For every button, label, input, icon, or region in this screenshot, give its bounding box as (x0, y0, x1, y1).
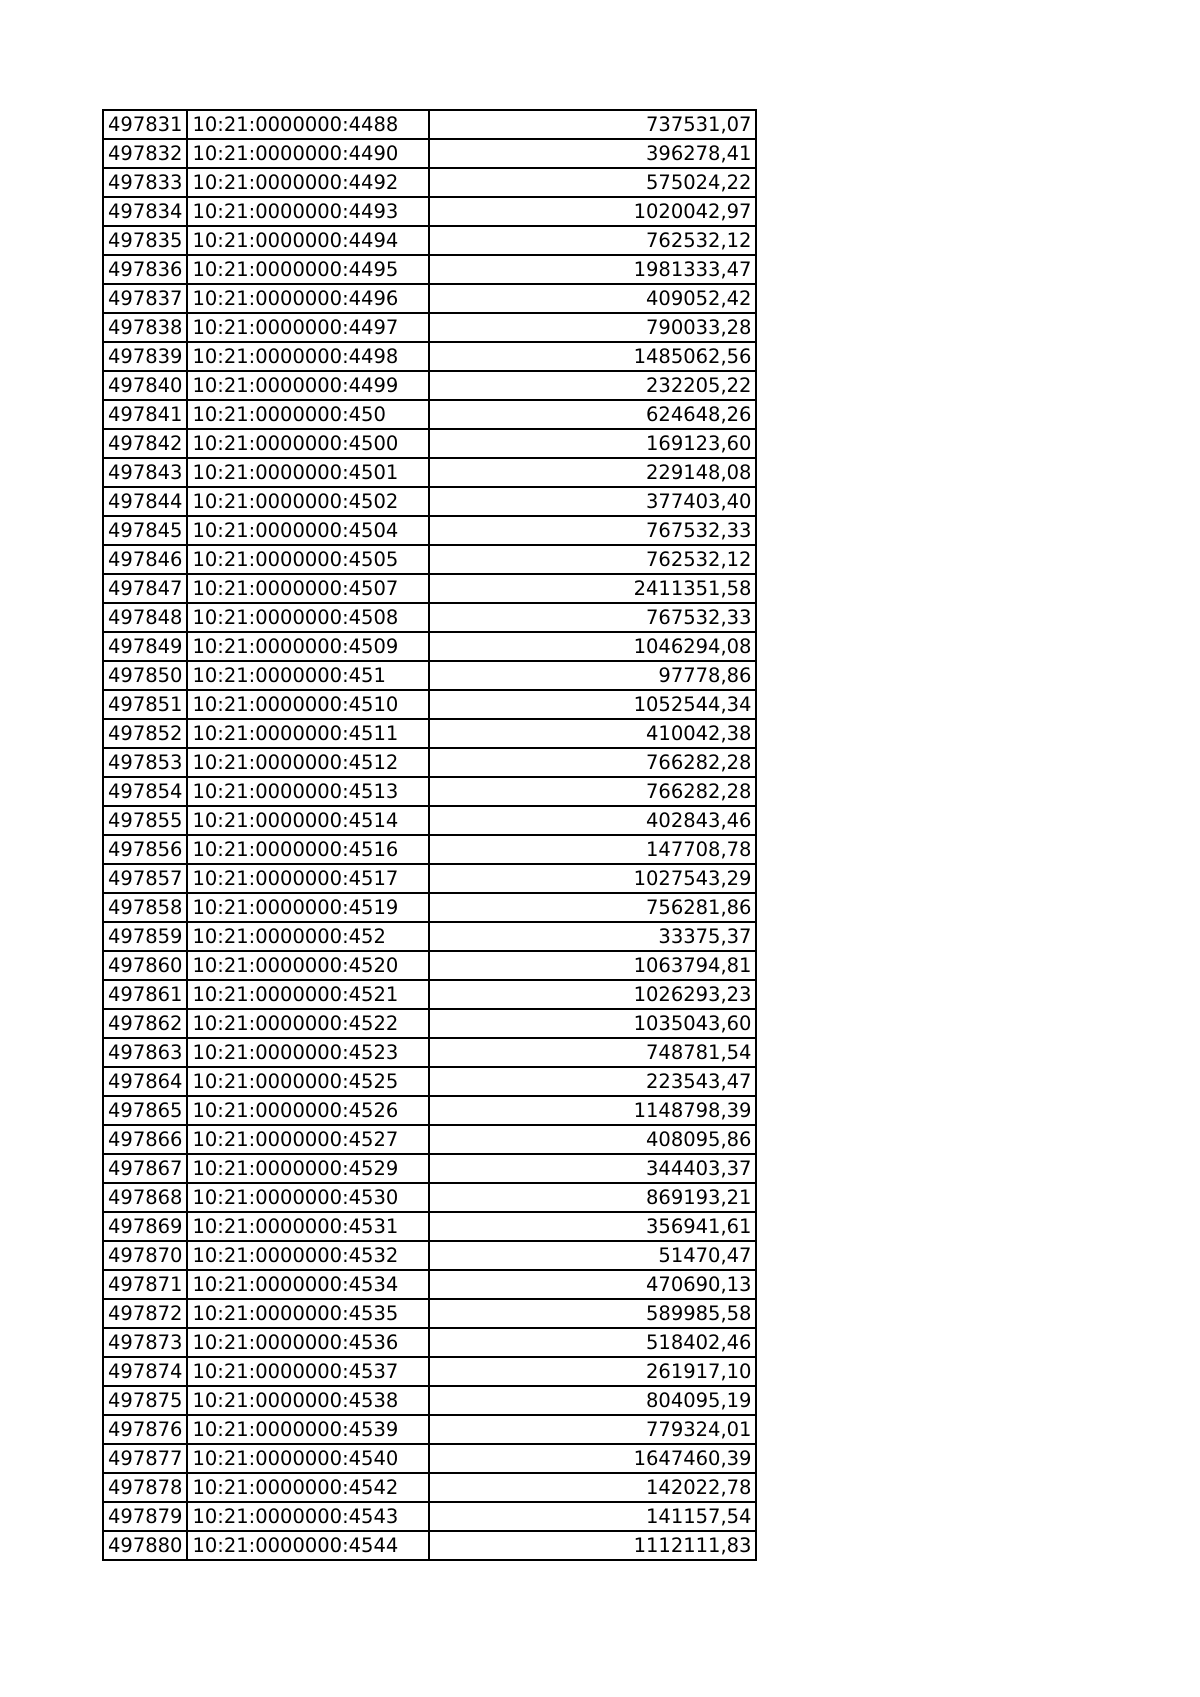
cadastral-number-cell: 10:21:0000000:4535 (187, 1299, 429, 1328)
table-row (103, 313, 756, 342)
row-id-cell: 497860 (103, 951, 187, 980)
row-id-cell: 497862 (103, 1009, 187, 1038)
table-row (103, 545, 756, 574)
cadastral-number-cell: 10:21:0000000:4507 (187, 574, 429, 603)
cadastral-number-cell: 10:21:0000000:4523 (187, 1038, 429, 1067)
value-cell: 779324,01 (429, 1415, 756, 1444)
row-id-cell: 497835 (103, 226, 187, 255)
cadastral-number-cell: 10:21:0000000:4537 (187, 1357, 429, 1386)
row-id-cell: 497840 (103, 371, 187, 400)
value-cell: 1026293,23 (429, 980, 756, 1009)
row-id-cell: 497848 (103, 603, 187, 632)
value-cell: 1981333,47 (429, 255, 756, 284)
data-table (102, 109, 757, 1561)
row-id-cell: 497837 (103, 284, 187, 313)
row-id-cell: 497865 (103, 1096, 187, 1125)
value-cell: 575024,22 (429, 168, 756, 197)
table-body (103, 110, 756, 1560)
table-row (103, 458, 756, 487)
table-row (103, 197, 756, 226)
row-id-cell: 497857 (103, 864, 187, 893)
table-row (103, 1270, 756, 1299)
row-id-cell: 497856 (103, 835, 187, 864)
table-row (103, 632, 756, 661)
value-cell: 229148,08 (429, 458, 756, 487)
cadastral-number-cell: 10:21:0000000:4495 (187, 255, 429, 284)
cadastral-number-cell: 10:21:0000000:4498 (187, 342, 429, 371)
value-cell: 356941,61 (429, 1212, 756, 1241)
row-id-cell: 497847 (103, 574, 187, 603)
value-cell: 1647460,39 (429, 1444, 756, 1473)
table-row (103, 603, 756, 632)
table-row (103, 980, 756, 1009)
row-id-cell: 497873 (103, 1328, 187, 1357)
table-row (103, 922, 756, 951)
table-row (103, 226, 756, 255)
table-row (103, 1328, 756, 1357)
cadastral-number-cell: 10:21:0000000:4530 (187, 1183, 429, 1212)
cadastral-number-cell: 10:21:0000000:4512 (187, 748, 429, 777)
value-cell: 1485062,56 (429, 342, 756, 371)
table-row (103, 951, 756, 980)
row-id-cell: 497876 (103, 1415, 187, 1444)
row-id-cell: 497843 (103, 458, 187, 487)
table-row (103, 284, 756, 313)
value-cell: 344403,37 (429, 1154, 756, 1183)
row-id-cell: 497880 (103, 1531, 187, 1560)
value-cell: 737531,07 (429, 110, 756, 139)
row-id-cell: 497878 (103, 1473, 187, 1502)
cadastral-number-cell: 10:21:0000000:4508 (187, 603, 429, 632)
row-id-cell: 497855 (103, 806, 187, 835)
cadastral-number-cell: 10:21:0000000:4514 (187, 806, 429, 835)
row-id-cell: 497872 (103, 1299, 187, 1328)
cadastral-number-cell: 10:21:0000000:4542 (187, 1473, 429, 1502)
table-row (103, 690, 756, 719)
value-cell: 1148798,39 (429, 1096, 756, 1125)
row-id-cell: 497879 (103, 1502, 187, 1531)
cadastral-number-cell: 10:21:0000000:4499 (187, 371, 429, 400)
value-cell: 147708,78 (429, 835, 756, 864)
row-id-cell: 497858 (103, 893, 187, 922)
cadastral-number-cell: 10:21:0000000:4521 (187, 980, 429, 1009)
value-cell: 97778,86 (429, 661, 756, 690)
value-cell: 223543,47 (429, 1067, 756, 1096)
value-cell: 1112111,83 (429, 1531, 756, 1560)
row-id-cell: 497866 (103, 1125, 187, 1154)
cadastral-number-cell: 10:21:0000000:4509 (187, 632, 429, 661)
row-id-cell: 497852 (103, 719, 187, 748)
cadastral-number-cell: 10:21:0000000:4532 (187, 1241, 429, 1270)
cadastral-number-cell: 10:21:0000000:4534 (187, 1270, 429, 1299)
cadastral-number-cell: 10:21:0000000:4527 (187, 1125, 429, 1154)
table-row (103, 1154, 756, 1183)
value-cell: 762532,12 (429, 226, 756, 255)
value-cell: 756281,86 (429, 893, 756, 922)
value-cell: 33375,37 (429, 922, 756, 951)
row-id-cell: 497853 (103, 748, 187, 777)
value-cell: 766282,28 (429, 748, 756, 777)
table-row (103, 1183, 756, 1212)
row-id-cell: 497845 (103, 516, 187, 545)
value-cell: 377403,40 (429, 487, 756, 516)
table-row (103, 1531, 756, 1560)
cadastral-number-cell: 10:21:0000000:4543 (187, 1502, 429, 1531)
row-id-cell: 497832 (103, 139, 187, 168)
table-row (103, 516, 756, 545)
row-id-cell: 497831 (103, 110, 187, 139)
value-cell: 232205,22 (429, 371, 756, 400)
table-row (103, 487, 756, 516)
cadastral-number-cell: 10:21:0000000:4500 (187, 429, 429, 458)
row-id-cell: 497849 (103, 632, 187, 661)
table-row (103, 748, 756, 777)
value-cell: 762532,12 (429, 545, 756, 574)
table-row (103, 1299, 756, 1328)
table-row (103, 110, 756, 139)
table-row (103, 429, 756, 458)
row-id-cell: 497851 (103, 690, 187, 719)
row-id-cell: 497844 (103, 487, 187, 516)
cadastral-number-cell: 10:21:0000000:4526 (187, 1096, 429, 1125)
row-id-cell: 497854 (103, 777, 187, 806)
value-cell: 408095,86 (429, 1125, 756, 1154)
cadastral-number-cell: 10:21:0000000:4510 (187, 690, 429, 719)
cadastral-number-cell: 10:21:0000000:4501 (187, 458, 429, 487)
table-row (103, 893, 756, 922)
table-row (103, 168, 756, 197)
cadastral-number-cell: 10:21:0000000:4531 (187, 1212, 429, 1241)
value-cell: 1052544,34 (429, 690, 756, 719)
row-id-cell: 497842 (103, 429, 187, 458)
value-cell: 589985,58 (429, 1299, 756, 1328)
cadastral-number-cell: 10:21:0000000:4522 (187, 1009, 429, 1038)
row-id-cell: 497870 (103, 1241, 187, 1270)
value-cell: 804095,19 (429, 1386, 756, 1415)
row-id-cell: 497859 (103, 922, 187, 951)
cadastral-number-cell: 10:21:0000000:4492 (187, 168, 429, 197)
cadastral-number-cell: 10:21:0000000:452 (187, 922, 429, 951)
cadastral-number-cell: 10:21:0000000:4517 (187, 864, 429, 893)
value-cell: 1035043,60 (429, 1009, 756, 1038)
value-cell: 169123,60 (429, 429, 756, 458)
row-id-cell: 497864 (103, 1067, 187, 1096)
row-id-cell: 497833 (103, 168, 187, 197)
table-row (103, 1125, 756, 1154)
table-row (103, 139, 756, 168)
table-row (103, 1212, 756, 1241)
value-cell: 1020042,97 (429, 197, 756, 226)
cadastral-number-cell: 10:21:0000000:4519 (187, 893, 429, 922)
table-row (103, 574, 756, 603)
value-cell: 518402,46 (429, 1328, 756, 1357)
table-row (103, 342, 756, 371)
row-id-cell: 497839 (103, 342, 187, 371)
cadastral-number-cell: 10:21:0000000:4496 (187, 284, 429, 313)
row-id-cell: 497846 (103, 545, 187, 574)
value-cell: 748781,54 (429, 1038, 756, 1067)
cadastral-number-cell: 10:21:0000000:4490 (187, 139, 429, 168)
row-id-cell: 497838 (103, 313, 187, 342)
value-cell: 1027543,29 (429, 864, 756, 893)
cadastral-number-cell: 10:21:0000000:4539 (187, 1415, 429, 1444)
value-cell: 869193,21 (429, 1183, 756, 1212)
value-cell: 396278,41 (429, 139, 756, 168)
row-id-cell: 497834 (103, 197, 187, 226)
table-row (103, 1096, 756, 1125)
cadastral-number-cell: 10:21:0000000:4494 (187, 226, 429, 255)
cadastral-number-cell: 10:21:0000000:4540 (187, 1444, 429, 1473)
value-cell: 142022,78 (429, 1473, 756, 1502)
table-row (103, 1386, 756, 1415)
row-id-cell: 497867 (103, 1154, 187, 1183)
value-cell: 409052,42 (429, 284, 756, 313)
value-cell: 51470,47 (429, 1241, 756, 1270)
value-cell: 1063794,81 (429, 951, 756, 980)
value-cell: 141157,54 (429, 1502, 756, 1531)
table-row (103, 1357, 756, 1386)
cadastral-number-cell: 10:21:0000000:450 (187, 400, 429, 429)
cadastral-number-cell: 10:21:0000000:451 (187, 661, 429, 690)
value-cell: 402843,46 (429, 806, 756, 835)
value-cell: 624648,26 (429, 400, 756, 429)
row-id-cell: 497877 (103, 1444, 187, 1473)
table-row (103, 806, 756, 835)
cadastral-number-cell: 10:21:0000000:4505 (187, 545, 429, 574)
cadastral-number-cell: 10:21:0000000:4488 (187, 110, 429, 139)
cadastral-number-cell: 10:21:0000000:4497 (187, 313, 429, 342)
table-row (103, 835, 756, 864)
cadastral-number-cell: 10:21:0000000:4516 (187, 835, 429, 864)
table-row (103, 1038, 756, 1067)
row-id-cell: 497868 (103, 1183, 187, 1212)
cadastral-number-cell: 10:21:0000000:4525 (187, 1067, 429, 1096)
table-row (103, 864, 756, 893)
value-cell: 261917,10 (429, 1357, 756, 1386)
table-row (103, 1473, 756, 1502)
cadastral-number-cell: 10:21:0000000:4529 (187, 1154, 429, 1183)
row-id-cell: 497874 (103, 1357, 187, 1386)
table-row (103, 777, 756, 806)
value-cell: 2411351,58 (429, 574, 756, 603)
table-row (103, 719, 756, 748)
cadastral-number-cell: 10:21:0000000:4502 (187, 487, 429, 516)
row-id-cell: 497863 (103, 1038, 187, 1067)
value-cell: 470690,13 (429, 1270, 756, 1299)
row-id-cell: 497871 (103, 1270, 187, 1299)
table-row (103, 1241, 756, 1270)
table-row (103, 1444, 756, 1473)
value-cell: 790033,28 (429, 313, 756, 342)
table-row (103, 400, 756, 429)
table-row (103, 371, 756, 400)
row-id-cell: 497861 (103, 980, 187, 1009)
cadastral-number-cell: 10:21:0000000:4536 (187, 1328, 429, 1357)
cadastral-number-cell: 10:21:0000000:4511 (187, 719, 429, 748)
cadastral-number-cell: 10:21:0000000:4493 (187, 197, 429, 226)
table-row (103, 255, 756, 284)
cadastral-number-cell: 10:21:0000000:4520 (187, 951, 429, 980)
table-row (103, 1009, 756, 1038)
value-cell: 766282,28 (429, 777, 756, 806)
value-cell: 410042,38 (429, 719, 756, 748)
cadastral-number-cell: 10:21:0000000:4544 (187, 1531, 429, 1560)
row-id-cell: 497850 (103, 661, 187, 690)
value-cell: 767532,33 (429, 603, 756, 632)
value-cell: 1046294,08 (429, 632, 756, 661)
value-cell: 767532,33 (429, 516, 756, 545)
table-row (103, 661, 756, 690)
row-id-cell: 497875 (103, 1386, 187, 1415)
cadastral-number-cell: 10:21:0000000:4538 (187, 1386, 429, 1415)
row-id-cell: 497836 (103, 255, 187, 284)
table-row (103, 1415, 756, 1444)
cadastral-number-cell: 10:21:0000000:4504 (187, 516, 429, 545)
cadastral-number-cell: 10:21:0000000:4513 (187, 777, 429, 806)
row-id-cell: 497841 (103, 400, 187, 429)
row-id-cell: 497869 (103, 1212, 187, 1241)
table-row (103, 1502, 756, 1531)
table-row (103, 1067, 756, 1096)
